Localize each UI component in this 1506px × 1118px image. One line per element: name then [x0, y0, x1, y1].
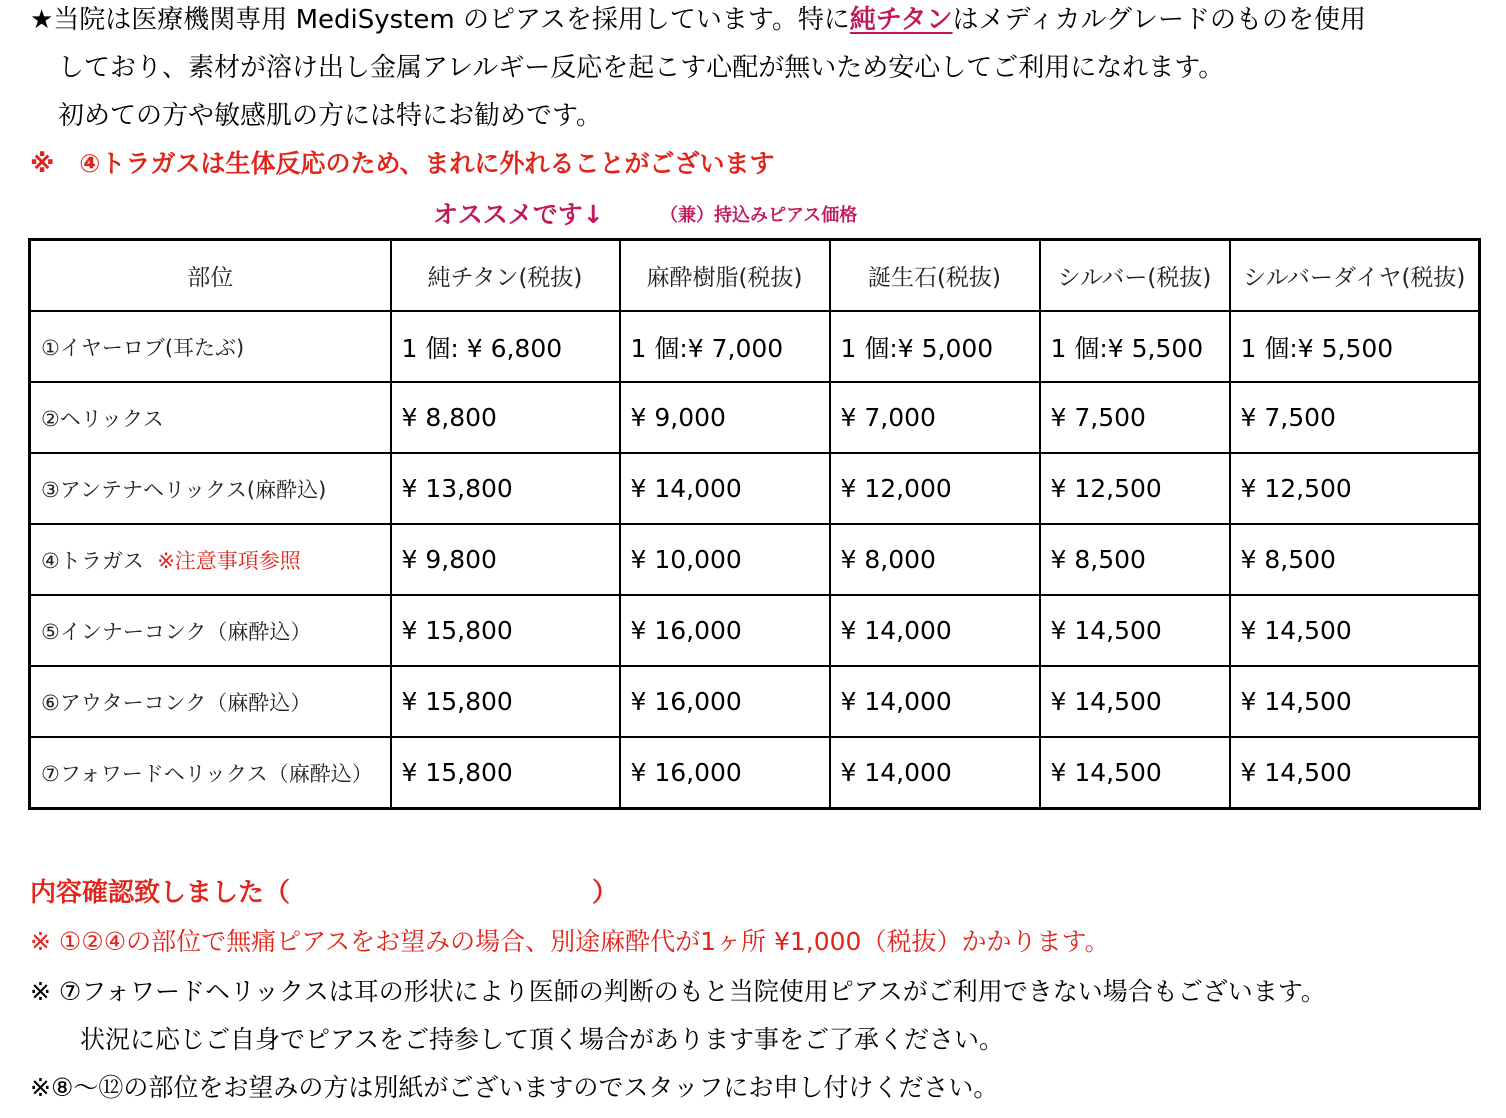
price-cell: ¥ 10,000 [620, 524, 830, 595]
header-silver-diamond: シルバーダイヤ(税抜) [1230, 240, 1480, 312]
table-row [30, 311, 1480, 382]
price-cell: 1 個:¥ 5,000 [830, 311, 1040, 382]
bring-own-price-label: （兼）持込みピアス価格 [660, 205, 858, 226]
header-birthstone: 誕生石(税抜) [830, 240, 1040, 312]
intro-line-3: 初めての方や敏感肌の方には特にお勧めです。 [58, 101, 602, 131]
header-pure-titanium: 純チタン(税抜) [391, 240, 620, 312]
table-row [30, 453, 1480, 524]
pure-titanium-emphasis: 純チタン [849, 5, 953, 35]
price-cell: ¥ 16,000 [620, 737, 830, 809]
table-header-row [30, 240, 1480, 312]
part-cell: ⑥アウターコンク（麻酔込） [30, 666, 391, 737]
price-cell: ¥ 14,500 [1230, 737, 1480, 809]
part-cell: ⑤インナーコンク（麻酔込） [30, 595, 391, 666]
part-cell: ⑦フォワードヘリックス（麻酔込） [30, 737, 391, 809]
header-part: 部位 [30, 240, 391, 312]
price-cell: ¥ 9,000 [620, 382, 830, 453]
caution-reference-note: ※注意事項参照 [157, 548, 301, 573]
table-row [30, 666, 1480, 737]
part-cell: ③アンテナヘリックス(麻酔込) [30, 453, 391, 524]
price-cell: 1 個:¥ 5,500 [1230, 311, 1480, 382]
part-cell: ①イヤーロブ(耳たぶ) [30, 311, 391, 382]
table-row [30, 595, 1480, 666]
table-row [30, 382, 1480, 453]
price-cell: ¥ 14,000 [830, 737, 1040, 809]
confirmation-label: 内容確認致しました（ [30, 878, 291, 908]
intro-line-2: しており、素材が溶け出し金属アレルギー反応を起こす心配が無いため安心してご利用になれます。 [58, 53, 1225, 83]
price-cell: ¥ 16,000 [620, 595, 830, 666]
price-cell: ¥ 12,500 [1230, 453, 1480, 524]
price-cell: ¥ 16,000 [620, 666, 830, 737]
tragus-warning: ※ ④トラガスは生体反応のため、まれに外れることがございます [30, 149, 775, 178]
price-cell: ¥ 8,500 [1040, 524, 1230, 595]
price-cell: ¥ 15,800 [391, 666, 620, 737]
price-cell: ¥ 14,500 [1040, 666, 1230, 737]
price-cell: ¥ 8,500 [1230, 524, 1480, 595]
price-cell: ¥ 15,800 [391, 737, 620, 809]
price-cell: ¥ 14,500 [1040, 737, 1230, 809]
price-cell: ¥ 12,500 [1040, 453, 1230, 524]
price-cell: ¥ 14,500 [1230, 595, 1480, 666]
price-cell: ¥ 8,800 [391, 382, 620, 453]
intro-line-1-pre: ★当院は医療機関専用 MediSystem のピアスを採用しています。特に [30, 5, 850, 35]
price-cell: ¥ 15,800 [391, 595, 620, 666]
price-cell: 1 個:¥ 7,000 [620, 311, 830, 382]
header-anesthetic-resin: 麻酔樹脂(税抜) [620, 240, 830, 312]
price-cell: ¥ 7,500 [1230, 382, 1480, 453]
price-cell: ¥ 14,000 [620, 453, 830, 524]
price-cell: ¥ 14,500 [1040, 595, 1230, 666]
price-cell: 1 個: ¥ 6,800 [391, 311, 620, 382]
price-cell: ¥ 13,800 [391, 453, 620, 524]
price-cell: ¥ 12,000 [830, 453, 1040, 524]
table-row [30, 524, 1480, 595]
table-row [30, 737, 1480, 809]
recommend-label: オススメです↓ [433, 200, 604, 229]
price-cell: ¥ 8,000 [830, 524, 1040, 595]
price-cell: ¥ 7,000 [830, 382, 1040, 453]
intro-line-1 [30, 2, 1366, 38]
part-cell: ②ヘリックス [30, 382, 391, 453]
price-cell: ¥ 14,500 [1230, 666, 1480, 737]
part-cell [30, 524, 391, 595]
price-cell: ¥ 14,000 [830, 666, 1040, 737]
header-silver: シルバー(税抜) [1040, 240, 1230, 312]
price-cell: ¥ 7,500 [1040, 382, 1230, 453]
confirmation-line [30, 875, 619, 911]
bring-own-piercing-note: 状況に応じご自身でピアスをご持参して頂く場合があります事をご了承ください。 [80, 1025, 1005, 1054]
intro-line-1-post: はメディカルグレードのものを使用 [952, 5, 1366, 35]
part-cell-label: ④トラガス [41, 548, 144, 573]
anesthesia-fee-note: ※ ①②④の部位で無痛ピアスをお望みの場合、別途麻酔代が1ヶ所 ¥1,000（税抜）かかります。 [30, 927, 1110, 956]
forward-helix-note: ※ ⑦フォワードヘリックスは耳の形状により医師の判断のもと当院使用ピアスがご利用できない場合もございます。 [30, 977, 1326, 1006]
price-table [28, 238, 1481, 810]
price-cell: ¥ 9,800 [391, 524, 620, 595]
confirmation-close-paren: ） [592, 878, 619, 908]
price-cell: ¥ 14,000 [830, 595, 1040, 666]
other-parts-note: ※⑧～⑫の部位をお望みの方は別紙がございますのでスタッフにお申し付けください。 [30, 1073, 999, 1102]
price-cell: 1 個:¥ 5,500 [1040, 311, 1230, 382]
